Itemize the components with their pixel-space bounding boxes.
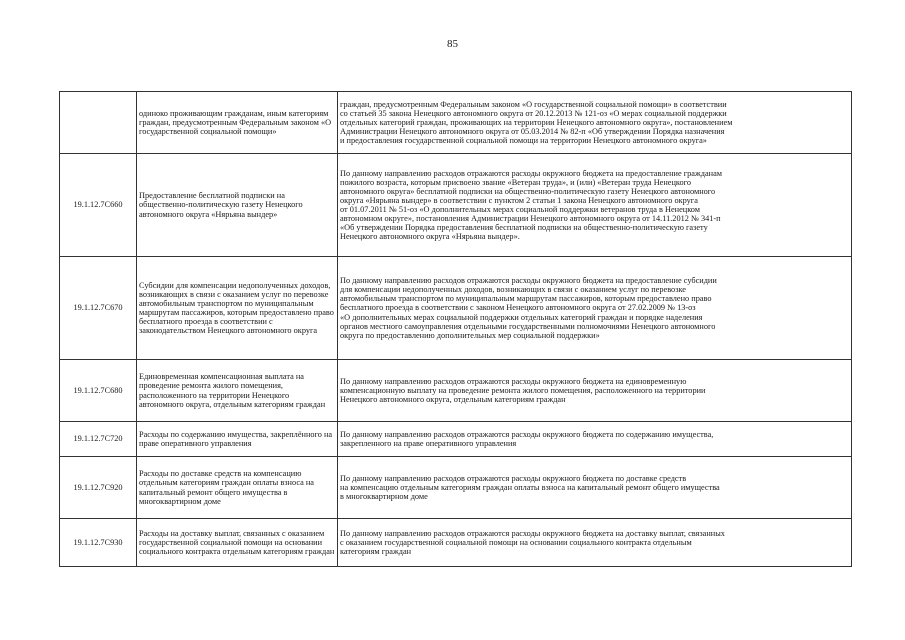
- expense-code-cell: 19.1.12.7С680: [60, 360, 137, 422]
- description-line: Ненецкого автономного округа, отдельным категориям граждан: [340, 395, 566, 405]
- expense-code-cell: 19.1.12.7С930: [60, 519, 137, 567]
- description-line: По данному направлению расходов отражаются расходы окружного бюджета по содержанию имущества,: [340, 429, 714, 439]
- expense-name-cell: Расходы по доставке средств на компенсацию отдельным категориям граждан оплаты взноса на капитальный ремонт общего имущества в многоквартирном доме: [137, 457, 338, 519]
- budget-classification-table: [59, 91, 852, 567]
- description-line: «О дополнительных мерах социальной поддержки отдельных категорий граждан и порядке наделения: [340, 312, 703, 322]
- description-line: граждан, предусмотренным Федеральным законом «О государственной социальной помощи» в соответствии: [340, 99, 727, 109]
- page-number: 85: [447, 38, 458, 50]
- table-row: [60, 257, 852, 360]
- description-line: По данному направлению расходов отражаются расходы окружного бюджета по доставке средств: [340, 473, 687, 483]
- table-row: [60, 92, 852, 154]
- description-line: округа по предоставлению дополнительных мер социальной поддержки»: [340, 330, 600, 340]
- description-line: органов местного самоуправления отдельными государственными полномочиями Ненецкого автономного: [340, 321, 716, 331]
- table-row: [60, 360, 852, 422]
- description-line: на компенсацию отдельным категориям граждан оплаты взноса на капитальный ремонт общего имущества: [340, 482, 720, 492]
- description-line: от 01.07.2011 № 51-оз «О дополнительных мерах социальной поддержки ветеранов труда в Ненецком: [340, 205, 701, 214]
- description-line: Ненецкого автономного округа «Нярьяна вындер».: [340, 232, 520, 242]
- expense-description-cell: [338, 519, 852, 567]
- description-line: По данному направлению расходов отражаются расходы окружного бюджета на единовременную: [340, 376, 687, 386]
- expense-description-cell: [338, 422, 852, 457]
- description-line: Администрации Ненецкого автономного округа от 05.03.2014 № 82-п «Об утверждении Порядка назначения: [340, 127, 725, 137]
- expense-code-cell: 19.1.12.7С670: [60, 257, 137, 360]
- description-line: автономном округе», постановления Администрации Ненецкого автономного округа от 14.11.2012 № 341-п: [340, 214, 721, 224]
- expense-name-cell: одиноко проживающим гражданам, иным категориям граждан, предусмотренным Федеральным законом «О государственной социальной помощи»: [137, 92, 338, 154]
- table-row: [60, 422, 852, 457]
- table-row: [60, 457, 852, 519]
- description-line: и предоставления государственной социальной помощи на территории Ненецкого автономного округа»: [340, 136, 707, 146]
- description-line: По данному направлению расходов отражаются расходы окружного бюджета на предоставление гражданам: [340, 168, 722, 178]
- description-line: отдельных категорий граждан, проживающих на территории Ненецкого автономного округа», постановлением: [340, 117, 733, 127]
- expense-description-cell: [338, 154, 852, 257]
- table-row: [60, 154, 852, 257]
- description-line: пожилого возраста, которым присвоено звание «Ветеран труда», и (или) «Ветеран труда Ненецкого: [340, 177, 692, 187]
- table-row: [60, 519, 852, 567]
- description-line: По данному направлению расходов отражаются расходы окружного бюджета на предоставление субсидии: [340, 276, 717, 286]
- description-line: в многоквартирном доме: [340, 492, 428, 502]
- description-line: автомобильным транспортом по муниципальным маршрутам пассажиров, которым предоставлено право: [340, 294, 712, 304]
- description-line: с оказанием государственной социальной помощи на основании социального контракта отдельным: [340, 537, 692, 547]
- description-line: округа «Нярьяна вындер» в соответствии с пунктом 2 статьи 1 закона Ненецкого автономного округа: [340, 195, 698, 205]
- description-line: для компенсации недополученных доходов, возникающих в связи с оказанием услуг по перевозке: [340, 285, 686, 295]
- expense-name-cell: Расходы по содержанию имущества, закреплённого на праве оперативного управления: [137, 422, 338, 457]
- expense-description-cell: [338, 92, 852, 154]
- expense-code-cell: 19.1.12.7С720: [60, 422, 137, 457]
- description-line: По данному направлению расходов отражаются расходы окружного бюджета на доставку выплат, связанных: [340, 528, 725, 538]
- description-line: автономного округа» бесплатной подписки на общественно-политическую газету Ненецкого автономного: [340, 186, 716, 196]
- expense-code-cell: 19.1.12.7С660: [60, 154, 137, 257]
- expense-name-cell: Единовременная компенсационная выплата на проведение ремонта жилого помещения, расположенного на территории Ненецкого автономного округа, отдельным категориям граждан: [137, 360, 338, 422]
- description-line: категориям граждан: [340, 547, 412, 557]
- description-line: закрепленного на праве оперативного управления: [340, 439, 517, 448]
- expense-code-cell: [60, 92, 137, 154]
- description-line: бесплатного проезда в соответствии с законом Ненецкого автономного округа от 27.02.2009 № 13-оз: [340, 303, 696, 313]
- description-line: со статьей 35 закона Ненецкого автономного округа от 20.12.2013 № 121-оз «О мерах социальной поддержки: [340, 108, 727, 118]
- description-line: «Об утверждении Порядка предоставления бесплатной подписки на общественно-политическую газету: [340, 223, 708, 233]
- expense-name-cell: Расходы на доставку выплат, связанных с оказанием государственной социальной помощи на основании социального контракта отдельным категориям граждан: [137, 519, 338, 567]
- description-line: компенсационную выплату на проведение ремонта жилого помещения, расположенного на территории: [340, 385, 706, 395]
- expense-description-cell: [338, 457, 852, 519]
- expense-name-cell: Субсидии для компенсации недополученных доходов, возникающих в связи с оказанием услуг по перевозке автомобильным транспортом по муниципальным маршрутам пассажиров, которым предоставлено право бесплатного проезда в соответствии с законодательством Ненецкого автономного округа: [137, 257, 338, 360]
- expense-code-cell: 19.1.12.7С920: [60, 457, 137, 519]
- expense-description-cell: [338, 257, 852, 360]
- expense-description-cell: [338, 360, 852, 422]
- expense-name-cell: Предоставление бесплатной подписки на общественно-политическую газету Ненецкого автономного округа «Нярьяна вындер»: [137, 154, 338, 257]
